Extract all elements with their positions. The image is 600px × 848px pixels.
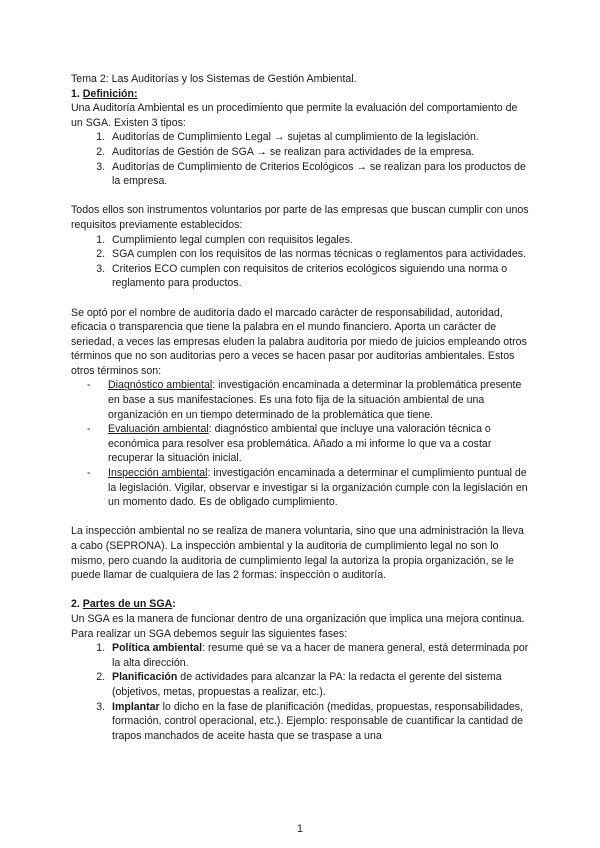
list-item: 3. Criterios ECO cumplen con requisitos de criterios ecológicos siguiendo una norma o reglamento para productos. [108,262,531,291]
phases-list [71,641,531,743]
list-item: 1. Auditorías de Cumplimiento Legal → sujetas al cumplimiento de la legislación. [108,130,531,145]
term: Inspección ambiental [108,467,208,480]
list-item [108,670,531,699]
section-2-title: Partes de un SGA [82,598,173,611]
phase-description: : resume qué se va a hacer de manera general, está determinada por la alta dirección. [112,642,529,669]
list-item [108,422,531,466]
section-1-intro: Una Auditoría Ambiental es un procedimiento que permite la evaluación del comportamiento de un SGA. Existen 3 tipos: [71,102,518,129]
list-item [108,700,531,744]
paragraph: Todos ellos son instrumentos voluntarios por parte de las empresas que buscan cumplir con unos requisitos previamente establecidos: [71,204,529,231]
section-2-intro: Un SGA es la manera de funcionar dentro de una organización que implica una mejora continua. Para realizar un SGA debemos seguir las siguientes fases: [71,612,525,640]
phase-description: de actividades para alcanzar la PA: la redacta el gerente del sistema (objetivos, metas, propuestas a realizar, etc.). [112,671,502,698]
audit-types-list [71,130,531,188]
section-1-heading [71,87,531,102]
section-2-heading [71,597,531,612]
page-number: 1 [297,823,303,835]
list-item: 2. SGA cumplen con los requisitos de las normas técnicas o reglamentos para actividades. [108,247,531,262]
list-item: 2. Auditorías de Gestión de SGA → se realizan para actividades de la empresa. [108,145,531,160]
document-title: Tema 2: Las Auditorías y los Sistemas de Gestión Ambiental. [71,73,357,85]
list-item [108,466,531,510]
phase-name: Política ambiental [112,642,203,655]
list-item [108,378,531,422]
list-item: 1. Cumplimiento legal cumplen con requisitos legales. [108,233,531,248]
phase-name: Implantar [112,700,160,713]
list-item [108,641,531,670]
term-description: : investigación encaminada a determinar la problemática presente en base a sus manifestaciones. Es una foto fija de la situación ambiental de una organización en un tiempo determinado de la problemática que tiene. [108,379,522,421]
section-1-number: 1. [71,87,83,100]
phase-description: lo dicho en la fase de planificación (medidas, propuestas, responsabilidades, formación, control operacional, etc.). Ejemplo: responsable de cuantificar la cantidad de trapos manchados de aceite hasta que se traspase a una [112,700,524,742]
phase-name: Planificación [112,671,178,684]
section-1-title: Definición: [82,87,138,100]
list-item: 3. Auditorías de Cumplimiento de Criterios Ecológicos → se realizan para los productos de la empresa. [108,160,531,189]
paragraph: Se optó por el nombre de auditoría dado el marcado carácter de responsabilidad, autoridad, eficacia o transparencia que tiene la palabra en el mundo financiero. Aporta un carácter de seriedad, a veces las empresas eluden la palabra auditoria por miedo de juicios empleando otros términos que no son auditorias pero a veces se hacen pasar por auditorias ambientales. Estos otros términos son: [71,306,527,377]
paragraph: La inspección ambiental no se realiza de manera voluntaria, sino que una administración la lleva a cabo (SEPRONA). La inspección ambiental y la auditoria de cumplimiento legal no son lo mismo, pero cuando la auditoria de cumplimiento legal la autoriza la propia organización, se le puede llamar de cualquiera de las 2 formas: inspección o auditoría. [71,525,524,582]
section-2-number: 2. [71,598,83,611]
requirements-list [71,233,531,291]
document-page [71,72,531,743]
section-2-colon: : [172,598,176,611]
term: Diagnóstico ambiental [108,379,213,392]
terms-list [71,378,531,509]
term-description: : diagnóstico ambiental que incluye una valoración técnica o económica para resolver esa problemática. Añado a mi informe lo que va a costar recuperar la situación inicial. [108,423,492,465]
term: Evaluación ambiental [108,423,209,436]
term-description: : investigación encaminada a determinar el cumplimiento puntual de la legislación. Vigilar, observar e investigar si la organización cumple con la legislación en un momento dado. Es de obligado cumplimiento. [108,467,528,509]
